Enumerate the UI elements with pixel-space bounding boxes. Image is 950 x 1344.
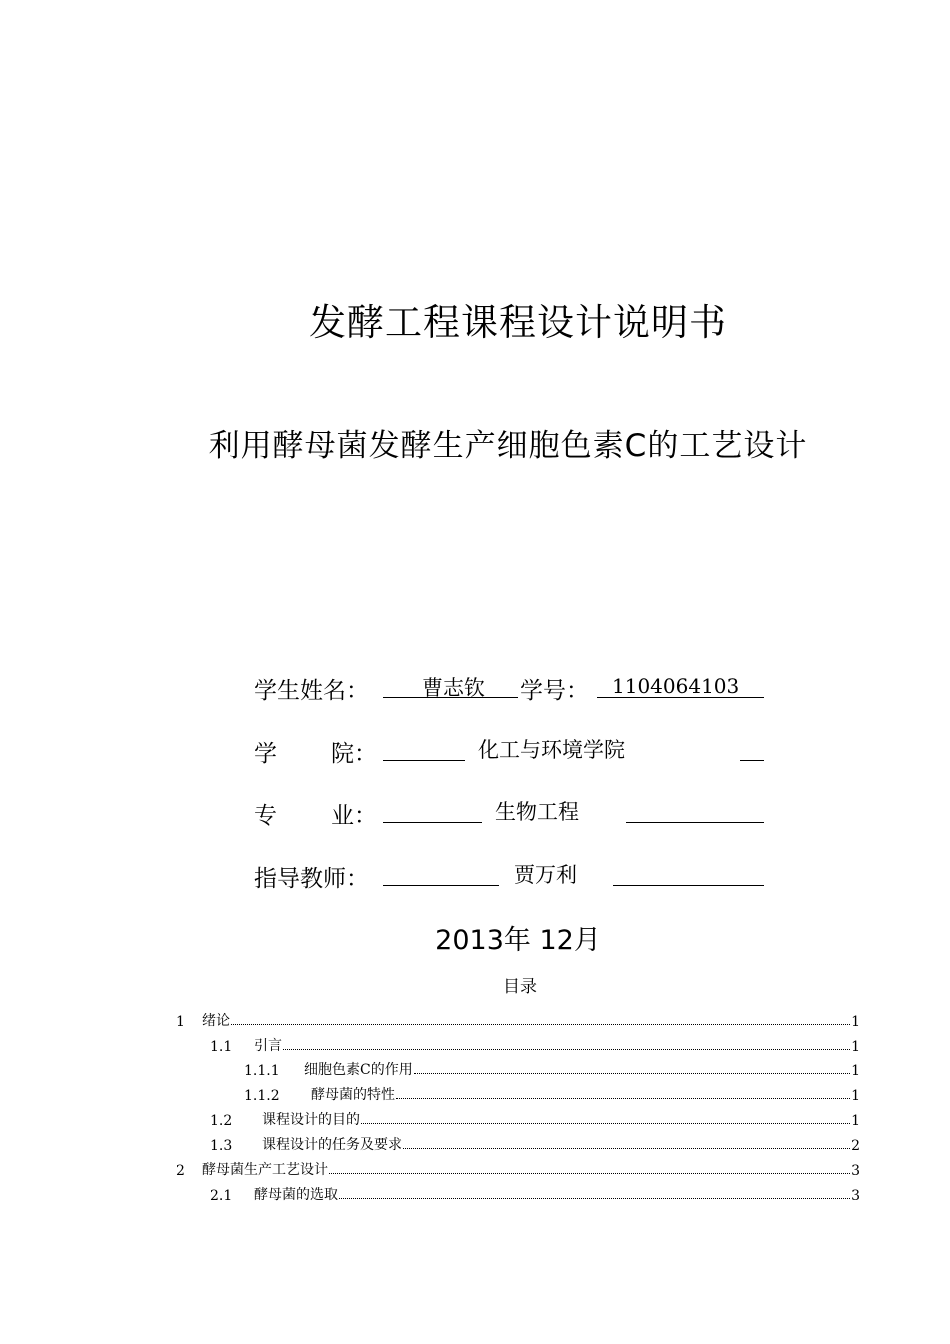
toc-entry[interactable] bbox=[210, 1107, 860, 1129]
toc-entry-page: 1 bbox=[851, 1113, 860, 1129]
college-underline-left bbox=[383, 760, 465, 761]
toc-entry-text: 引言 bbox=[254, 1038, 282, 1054]
major-label-char-2: 业： bbox=[331, 803, 377, 829]
toc-entry-page: 2 bbox=[851, 1138, 860, 1154]
toc-leader-dots bbox=[339, 1198, 850, 1199]
toc-entry-number: 1 bbox=[176, 1014, 185, 1030]
toc-entry-number: 1.2 bbox=[210, 1113, 233, 1129]
major-value: 生物工程 bbox=[495, 800, 579, 824]
toc-leader-dots bbox=[396, 1098, 850, 1099]
toc-entry-text: 酵母菌的特性 bbox=[311, 1087, 395, 1103]
toc-entry-page: 1 bbox=[851, 1063, 860, 1079]
toc-leader-dots bbox=[361, 1123, 850, 1124]
toc-entry-number: 1.1.2 bbox=[244, 1088, 280, 1104]
toc-entry-text: 课程设计的目的 bbox=[262, 1112, 360, 1128]
toc-leader-dots bbox=[283, 1049, 850, 1050]
toc-leader-dots bbox=[329, 1173, 850, 1174]
toc-entry-number: 2 bbox=[176, 1163, 185, 1179]
toc-leader-dots bbox=[403, 1148, 850, 1149]
toc-entry-text: 课程设计的任务及要求 bbox=[262, 1137, 402, 1153]
toc-entry-page: 3 bbox=[851, 1188, 860, 1204]
college-label-char-2: 院： bbox=[331, 741, 377, 767]
student-name: 曹志钦 bbox=[422, 676, 485, 700]
toc-entry[interactable] bbox=[176, 1157, 860, 1179]
toc-entry[interactable] bbox=[244, 1057, 860, 1079]
major-underline-left bbox=[383, 822, 482, 823]
toc-entry-page: 1 bbox=[851, 1039, 860, 1055]
document-subtitle: 利用酵母菌发酵生产细胞色素C的工艺设计 bbox=[208, 428, 808, 464]
toc-entry-text: 绪论 bbox=[202, 1013, 230, 1029]
toc-entry-number: 1.1.1 bbox=[244, 1063, 280, 1079]
document-title: 发酵工程课程设计说明书 bbox=[309, 301, 727, 344]
toc-entry-page: 1 bbox=[851, 1088, 860, 1104]
toc-title: 目录 bbox=[503, 977, 537, 997]
student-name-label: 学生姓名： bbox=[254, 678, 369, 704]
toc-entry-text: 酵母菌的选取 bbox=[254, 1187, 338, 1203]
toc-entry[interactable] bbox=[210, 1132, 860, 1154]
college-value: 化工与环境学院 bbox=[478, 738, 625, 762]
toc-entry-number: 1.1 bbox=[210, 1039, 233, 1055]
toc-entry-number: 1.3 bbox=[210, 1138, 233, 1154]
toc-entry-text: 酵母菌生产工艺设计 bbox=[202, 1162, 328, 1178]
major-label-char-1: 专 bbox=[254, 803, 277, 829]
student-id: 1104064103 bbox=[612, 674, 740, 698]
toc-entry[interactable] bbox=[176, 1008, 860, 1030]
document-date: 2013年 12月 bbox=[435, 925, 601, 956]
toc-entry[interactable] bbox=[210, 1033, 860, 1055]
toc-entry-number: 2.1 bbox=[210, 1188, 233, 1204]
student-id-label: 学号： bbox=[520, 678, 589, 704]
toc-entry-text: 细胞色素C的作用 bbox=[304, 1062, 413, 1078]
advisor-label: 指导教师： bbox=[254, 866, 369, 892]
toc-entry-page: 1 bbox=[851, 1014, 860, 1030]
toc-leader-dots bbox=[231, 1024, 850, 1025]
toc-entry[interactable] bbox=[210, 1182, 860, 1204]
major-underline-right bbox=[626, 822, 764, 823]
advisor-value: 贾万利 bbox=[514, 863, 577, 887]
advisor-underline-right bbox=[613, 885, 764, 886]
toc-leader-dots bbox=[414, 1073, 850, 1074]
college-label-char-1: 学 bbox=[254, 741, 277, 767]
college-underline-right bbox=[740, 760, 764, 761]
toc-entry-page: 3 bbox=[851, 1163, 860, 1179]
advisor-underline-left bbox=[383, 885, 499, 886]
toc-entry[interactable] bbox=[244, 1082, 860, 1104]
